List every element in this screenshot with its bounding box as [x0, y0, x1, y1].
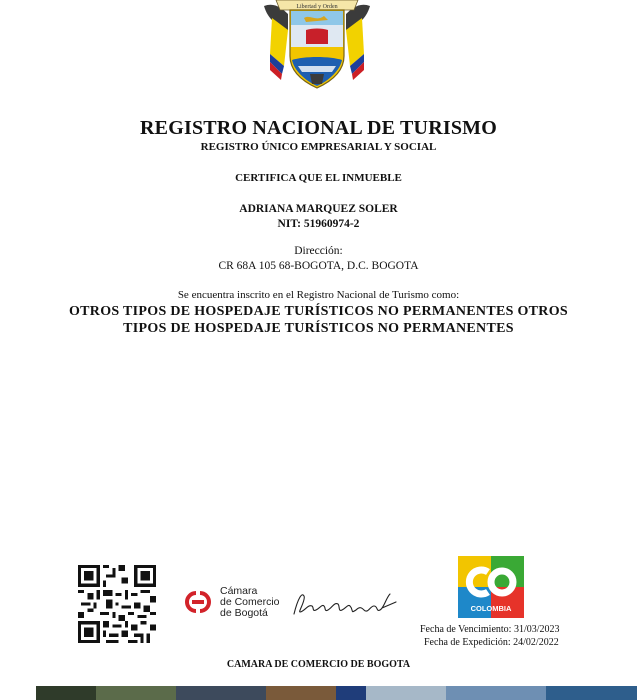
document-title: REGISTRO NACIONAL DE TURISMO	[140, 117, 497, 139]
photo-strip-image	[36, 686, 637, 700]
emblem-motto: Libertad y Orden	[296, 4, 338, 10]
colombia-brand-logo-icon	[458, 556, 524, 618]
category-line-2: TIPOS DE HOSPEDAJE TURÍSTICOS NO PERMANENTES	[123, 321, 514, 336]
ccb-logo-text	[220, 586, 280, 619]
issuer-name: CAMARA DE COMERCIO DE BOGOTA	[226, 659, 411, 670]
address-label: Dirección:	[294, 245, 343, 257]
qr-code-icon	[78, 565, 156, 643]
co-logo-label: COLOMBIA	[470, 604, 512, 613]
ccb-logo-line-2: de Comercio	[220, 596, 280, 608]
ccb-logo-line-3: de Bogotá	[220, 607, 268, 619]
nit-number: NIT: 51960974-2	[277, 218, 360, 230]
owner-name: ADRIANA MARQUEZ SOLER	[239, 203, 398, 215]
certifies-text: CERTIFICA QUE EL INMUEBLE	[235, 172, 402, 184]
expiry-date: Fecha de Vencimiento: 31/03/2023	[420, 624, 560, 635]
document-subtitle: REGISTRO ÚNICO EMPRESARIAL Y SOCIAL	[200, 141, 437, 153]
address-value: CR 68A 105 68-BOGOTA, D.C. BOGOTA	[218, 260, 419, 272]
ccb-logo-line-1: Cámara	[220, 585, 258, 597]
issue-date: Fecha de Expedición: 24/02/2022	[424, 637, 559, 648]
signature-icon	[290, 588, 402, 620]
category-line-1: OTROS TIPOS DE HOSPEDAJE TURÍSTICOS NO PERMANENTES OTROS	[68, 304, 568, 319]
coat-of-arms-icon	[258, 0, 376, 92]
registered-text: Se encuentra inscrito en el Registro Nacional de Turismo como:	[177, 289, 460, 301]
